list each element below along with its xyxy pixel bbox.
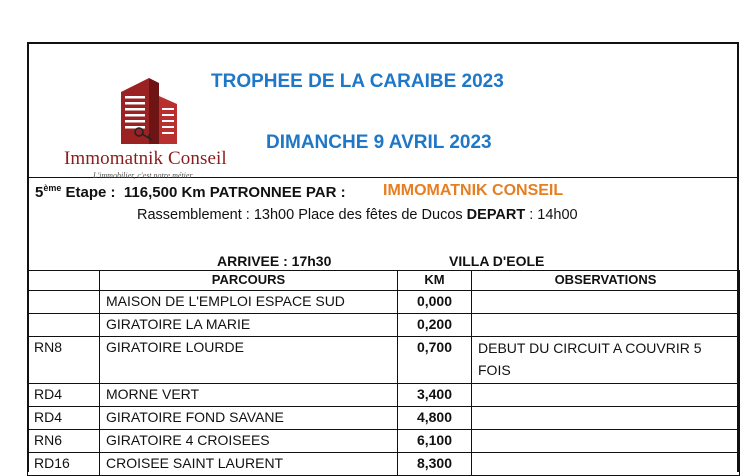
arrivee-location: VILLA D'EOLE [449,253,545,269]
route-cell: RN6 [28,430,100,453]
route-cell [28,314,100,337]
km-cell: 6,100 [398,430,472,453]
route-cell: RD4 [28,407,100,430]
observation-cell [472,314,740,337]
header-parcours: PARCOURS [100,271,398,291]
km-cell: 0,000 [398,291,472,314]
km-cell: 4,800 [398,407,472,430]
etape-distance: 116,500 Km PATRONNEE PAR : [123,184,346,201]
logo-tagline: L'immobilier, c'est notre métier [93,171,193,180]
km-cell: 0,700 [398,337,472,384]
table-row [28,453,740,476]
rassemblement-line [137,207,578,223]
document-header [29,44,737,178]
table-row [28,314,740,337]
table-header-row [28,271,740,291]
route-cell: RN8 [28,337,100,384]
parcours-cell: GIRATOIRE LOURDE [100,337,398,384]
route-cell: RD4 [28,384,100,407]
parcours-cell: GIRATOIRE 4 CROISEES [100,430,398,453]
km-cell: 8,300 [398,453,472,476]
header-km: KM [398,271,472,291]
parcours-cell: GIRATOIRE FOND SAVANE [100,407,398,430]
etape-suffix: ème [43,183,62,193]
parcours-cell: MORNE VERT [100,384,398,407]
observation-cell [472,453,740,476]
observation-cell [472,384,740,407]
observation-cell [472,430,740,453]
etape-number: 5 [35,184,44,201]
immomatnik-logo [59,74,229,180]
table-row [28,337,740,384]
observation-cell [472,291,740,314]
event-title: TROPHEE DE LA CARAIBE 2023 [211,71,504,92]
table-row [28,291,740,314]
etape-label: Etape : [61,184,116,201]
table-row [28,407,740,430]
parcours-cell: CROISEE SAINT LAURENT [100,453,398,476]
parcours-cell: MAISON DE L'EMPLOI ESPACE SUD [100,291,398,314]
event-date: DIMANCHE 9 AVRIL 2023 [266,132,492,153]
route-table [27,270,740,476]
km-cell: 3,400 [398,384,472,407]
table-row [28,384,740,407]
logo-name: Immomatnik Conseil [64,148,227,169]
depart-time: : 14h00 [525,207,578,223]
stage-info [29,178,737,270]
parcours-cell: GIRATOIRE LA MARIE [100,314,398,337]
observation-cell [472,407,740,430]
depart-label: DEPART [466,207,526,223]
sponsor-name: IMMOMATNIK CONSEIL [383,182,564,199]
document-sheet [27,42,739,472]
route-cell: RD16 [28,453,100,476]
header-observations: OBSERVATIONS [472,271,740,291]
header-route [28,271,100,291]
observation-cell: DEBUT DU CIRCUIT A COUVRIR 5 FOIS [472,337,740,384]
table-row [28,430,740,453]
km-cell: 0,200 [398,314,472,337]
etape-line [35,183,346,201]
route-cell [28,291,100,314]
rassemblement-text: Rassemblement : 13h00 Place des fêtes de Ducos [137,207,463,223]
arrivee-time: ARRIVEE : 17h30 [217,253,332,269]
building-icon [119,74,181,146]
